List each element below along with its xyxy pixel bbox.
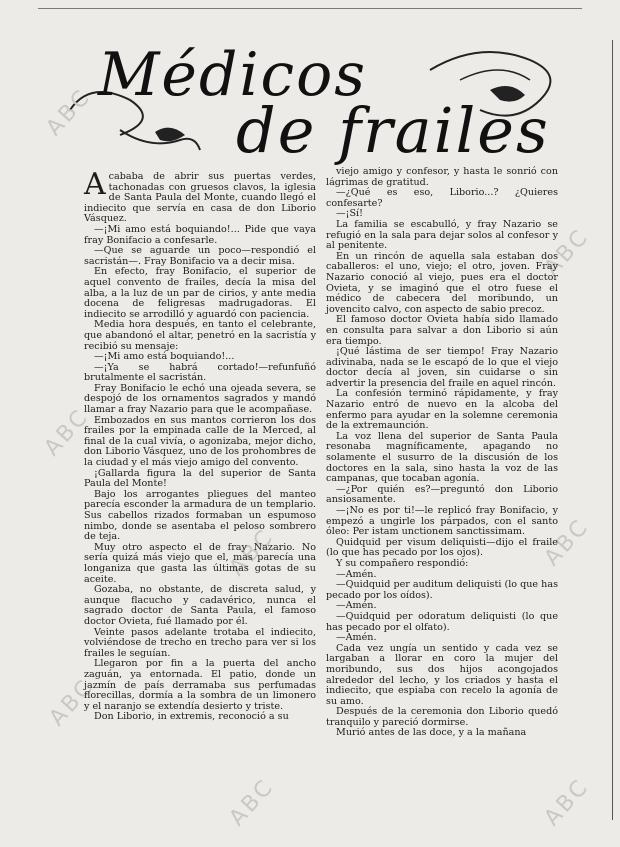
paragraph bbox=[326, 188, 558, 209]
paragraph bbox=[84, 543, 316, 585]
paragraph bbox=[326, 347, 558, 389]
paragraph-text: —Amén. bbox=[336, 568, 377, 580]
paragraph-text: La familia se escabulló, y fray Nazario se refugió en la sala para dejar solos al confesor y al penitente. bbox=[326, 218, 558, 252]
paragraph-text: viejo amigo y confesor, y hasta le sonrió con lágrimas de gratitud. bbox=[326, 166, 558, 188]
paragraph-text: cababa de abrir sus puertas verdes, tachonadas con gruesos clavos, la iglesia de Santa Paula del Monte, cuando llegó el indiecito que servía en casa de don Liborio Vásquez. bbox=[84, 171, 316, 225]
watermark: ABC bbox=[539, 774, 595, 831]
paragraph bbox=[84, 490, 316, 543]
paragraph-text: —Quidquid per auditum deliquisti (lo que has pecado por los oídos). bbox=[326, 579, 558, 601]
watermark: ABC bbox=[539, 224, 595, 281]
paragraph bbox=[326, 485, 558, 506]
paragraph-text: —¡No es por ti!—le replicó fray Bonifacio, y empezó a ungirle los párpados, con el santo óleo: Per istam unctionem sanctissimam. bbox=[326, 505, 558, 538]
paragraph bbox=[84, 267, 316, 320]
paragraph bbox=[84, 363, 316, 384]
paragraph-text: Fray Bonifacio le echó una ojeada severa, se despojó de los ornamentos sagrados y mandó llamar a fray Nazario para que le acompañase. bbox=[84, 382, 316, 416]
paragraph bbox=[326, 220, 558, 252]
paragraph-text: El famoso doctor Ovieta había sido llamado en consulta para salvar a don Liborio si aún era tiempo. bbox=[326, 314, 558, 347]
paragraph bbox=[326, 538, 558, 559]
paragraph bbox=[84, 585, 316, 627]
title-line-1: Médicos bbox=[98, 40, 368, 110]
paragraph bbox=[326, 644, 558, 708]
paragraph-text: ¡Qué lástima de ser tiempo! Fray Nazario adivinaba, nada se le escapó de lo que el viejo doctor decía al joven, sin cuidarse o sin advertir la presencia del fraile en aquel rincón. bbox=[326, 346, 558, 389]
paragraph-text: ¡Gallarda figura la del superior de Santa Paula del Monte! bbox=[84, 467, 316, 490]
paragraph bbox=[84, 712, 316, 723]
paragraph-text: La voz llena del superior de Santa Paula resonaba magníficamente, apagando no solamente el susurro de la discusión de los doctores en la sala, sino hasta la voz de las campanas, que tocaban agonía. bbox=[326, 430, 558, 485]
right-column bbox=[326, 167, 558, 739]
paragraph-text: Llegaron por fin a la puerta del ancho zaguán, ya entornada. El patio, donde un jazmín de país derramaba sus perfumadas florecillas, dormía a la sombra de un limonero y el naranjo se extendía desierto y triste. bbox=[84, 658, 316, 712]
paragraph bbox=[326, 728, 558, 739]
paragraph bbox=[84, 225, 316, 246]
paragraph-text: —¡Sí! bbox=[336, 208, 363, 220]
paragraph-text: Don Liborio, in extremis, reconoció a su bbox=[94, 711, 289, 723]
paragraph bbox=[84, 469, 316, 490]
paragraph-text: —Que se aguarde un poco—respondió el sacristán—. Fray Bonifacio va a decir misa. bbox=[84, 245, 316, 267]
paragraph-text: Quidquid per visum deliquisti—dijo el fraile (lo que has pecado por los ojos). bbox=[326, 536, 558, 559]
paragraph bbox=[326, 506, 558, 538]
paragraph-text: Embozados en sus mantos corrieron los dos frailes por la empinada calle de la Merced, al final de la cual vivía, o agonizaba, mejor dicho, don Liborio Vásquez, uno de los prohombres de la ciudad y el más viejo amigo del convento. bbox=[84, 414, 316, 469]
paragraph-text: Muy otro aspecto el de fray Nazario. No sería quizá más viejo que el, mas parecía una longaniza que gasta las últimas gotas de su aceite. bbox=[84, 541, 316, 585]
paragraph bbox=[84, 246, 316, 267]
paragraph bbox=[326, 432, 558, 485]
paragraph-text: Gozaba, no obstante, de discreta salud, y aunque flacucho y cadavérico, nunca el sagrado doctor de Santa Paula, el famoso doctor Ovieta, fué llamado por él. bbox=[84, 584, 316, 627]
paragraph-text: Veinte pasos adelante trotaba el indiecito, volviéndose de trecho en trecho para ver si los frailes le seguían. bbox=[84, 626, 316, 659]
paragraph-text: —Quidquid per odoratum deliquisti (lo que has pecado por el olfato). bbox=[326, 610, 558, 633]
paragraph-text: Cada vez ungía un sentido y cada vez se largaban a llorar en coro la mujer del moribundo, sus dos hijos acongojados alrededor del lecho, y los criados y hasta el indiecito, que espiaba con recelo la agonía de su amo. bbox=[326, 642, 558, 707]
paragraph bbox=[326, 612, 558, 633]
paragraph-text: En efecto, fray Bonifacio, el superior de aquel convento de frailes, decía la misa del alba, a la luz de un par de cirios, y ante media docena de feligresas madrugadoras. El indiecito se arrodilló y aguardó con paciencia. bbox=[84, 266, 316, 320]
watermark: ABC bbox=[39, 404, 95, 461]
paragraph bbox=[84, 167, 316, 225]
paragraph-text: —¡Mi amo está boquiando!... Pide que vaya fray Bonifacio a confesarle. bbox=[84, 223, 316, 246]
watermark: ABC bbox=[41, 84, 97, 141]
paragraph bbox=[84, 659, 316, 712]
paragraph bbox=[84, 628, 316, 660]
paragraph-text: —¡Mi amo está boquiando!... bbox=[94, 351, 235, 363]
watermark: ABC bbox=[224, 524, 280, 581]
paragraph-text: Media hora después, en tanto el celebrante, que abandonó el altar, penetró en la sacristía y recibió su mensaje: bbox=[84, 319, 316, 352]
watermark: ABC bbox=[224, 774, 280, 831]
paragraph-text: —Amén. bbox=[336, 600, 377, 612]
title-line-2: de frailes bbox=[236, 94, 550, 167]
paragraph-text: En un rincón de aquella sala estaban dos caballeros: el uno, viejo; el otro, joven. Fray Nazario conoció al viejo, pues era el doctor Ovieta, y se imaginó que el otro fuese el médico de cabecera del moribundo, un jovencito calvo, con aspecto de sabio precoz. bbox=[326, 250, 558, 315]
paragraph bbox=[84, 416, 316, 469]
paragraph-text: Y su compañero respondió: bbox=[336, 557, 469, 569]
paragraph bbox=[326, 252, 558, 316]
paragraph-text: La confesión terminó rápidamente, y fray Nazario entró de nuevo en la alcoba del enfermo para ayudar en la solemne ceremonia de la extremaunción. bbox=[326, 388, 558, 432]
paragraph-text: —¿Por quién es?—preguntó don Liborio ansiosamente. bbox=[326, 483, 558, 506]
paragraph bbox=[326, 315, 558, 347]
right-margin-rule bbox=[612, 40, 613, 820]
paragraph bbox=[326, 580, 558, 601]
paragraph-text: —¡Ya se habrá cortado!—refunfuñó brutalmente el sacristán. bbox=[84, 361, 316, 384]
watermark: ABC bbox=[44, 674, 100, 731]
paragraph bbox=[84, 384, 316, 416]
paragraph-text: Después de la ceremonia don Liborio quedó tranquilo y pareció dormirse. bbox=[326, 706, 558, 728]
paragraph-text: —¿Qué es eso, Liborio...? ¿Quieres confesarte? bbox=[326, 187, 558, 209]
paragraph bbox=[326, 389, 558, 431]
watermark: ABC bbox=[539, 514, 595, 571]
drop-cap: A bbox=[84, 167, 106, 202]
paragraph bbox=[84, 320, 316, 352]
paragraph bbox=[326, 167, 558, 188]
paragraph-text: Murió antes de las doce, y a la mañana bbox=[336, 727, 527, 739]
left-column bbox=[84, 167, 316, 723]
top-rule bbox=[38, 8, 582, 9]
paragraph-text: Bajo los arrogantes pliegues del manteo parecía esconder la armadura de un templario. Sus cabellos rizados formaban un espumoso nimbo, donde se asentaba el peloso sombrero de teja. bbox=[84, 488, 316, 543]
paragraph bbox=[326, 707, 558, 728]
paragraph-text: —Amén. bbox=[336, 632, 377, 644]
